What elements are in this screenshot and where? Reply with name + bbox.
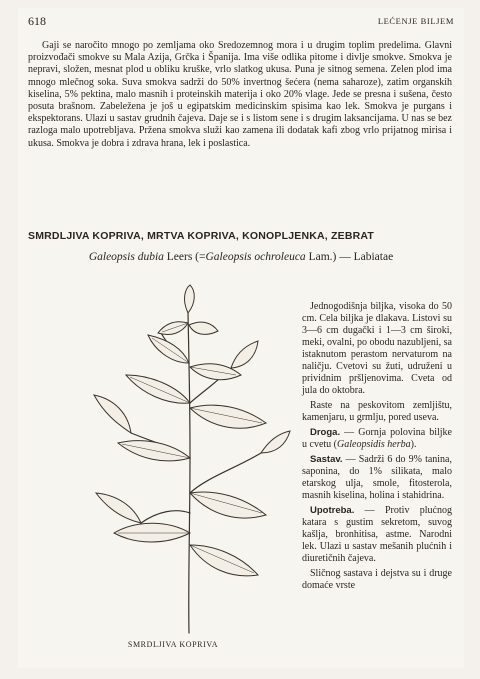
- synonym-name: Galeopsis ochroleuca: [205, 251, 306, 263]
- leaf-left-lower-tip: [96, 493, 141, 523]
- illustration-caption: SMRDLJIVA KOPRIVA: [127, 640, 219, 649]
- plant-description: [302, 301, 452, 595]
- droga-text: — Gornja polovina biljke u cvetu (: [302, 427, 452, 450]
- running-head: LEĆENJE BILJEM: [377, 16, 454, 26]
- leaf-top-right: [189, 322, 218, 334]
- top-bud: [184, 285, 194, 313]
- intro-paragraph: Gaji se naročito mnogo po zemljama oko Sredozemnog mora i u drugim toplim predelima. Glavni proizvođači smokve su Mala Azija, Grčka i Španija. Ima više odlika pitome i divlje smokve. Smokva je nepravi, složen, mesnat plod u obliku kruške, vrlo slatkog ukusa. Puna je sitnog semena. Zelen plod ima mnogo mlečnog soka. Suva smokva sadrži do 50% invertnog šećera (nema saharoze), zatim organskih kiselina, 5% pektina, malo masnih i proteinskih materija i oko 20% vlage. Jede se presna i sušena, često posuta brašnom. Zabeležena je još u egipatskim medicinskim spisima kao lek. Smokva je purgans i ekspektorans. Ulazi u sastav grudnih čajeva. Daje se i s listom sene i s drugim laksancijama. U nas se bez razloga malo upotrebljava. Pržena smokva služi kao zamena ili dodatak kafi zbog vrlo prijatnog mirisa i ukusa. Smokva je dobra i zdrava hrana, lek i poslastica.: [28, 40, 452, 149]
- leaf-mid-right: [190, 405, 266, 428]
- species-author: Leers (=: [163, 251, 206, 263]
- droga-paragraph: [302, 427, 452, 451]
- section-title: SMRDLJIVA KOPRIVA, MRTVA KOPRIVA, KONOPLJENKA, ZEBRAT: [28, 230, 375, 242]
- upotreba-text: — Protiv plućnog katara s gustim sekretom, suvog kašlja, bronhitisa, astme. Narodni lek. Ulazi u sastav mešanih plućnih i diuretičnih čajeva.: [302, 505, 452, 564]
- upotreba-label: Upotreba.: [310, 505, 355, 516]
- sastav-paragraph: [302, 454, 452, 502]
- species-line: [18, 251, 464, 263]
- description-paragraph: Jednogodišnja biljka, visoka do 50 cm. Cela biljka je dlakava. Listovi su 3—6 cm dugački i 1—3 cm široki, meki, ovalni, po obodu nazubljeni, sa istaknutom perastom nervaturom na naličju. Cvetovi su žuti, udruženi u prividnim pršljenovima. Cveta od jula do oktobra.: [302, 301, 452, 396]
- plant-drawing: [86, 283, 292, 643]
- leaf-bottom-left: [114, 523, 190, 542]
- book-page: [18, 8, 464, 668]
- branch-right-lower: [190, 453, 261, 493]
- upotreba-paragraph: [302, 505, 452, 565]
- leaf-right-tip: [261, 431, 290, 453]
- branch-left-lower: [141, 511, 190, 523]
- sastav-label: Sastav.: [310, 454, 343, 465]
- leaf-left-tip: [94, 395, 131, 433]
- intro-text: [28, 40, 452, 150]
- habitat-paragraph: Raste na peskovitom zemljištu, kamenjaru, u grmlju, pored useva.: [302, 400, 452, 423]
- droga-label: Droga.: [310, 427, 341, 438]
- droga-end: ).: [410, 439, 417, 450]
- leaf-lower-right: [190, 492, 266, 518]
- sastav-text: — Sadrži 6 do 9% tanina, saponina, do 1% silikata, malo etarskog ulja, smole, fitosterola, masnih kiselina, holina i stahidrina.: [302, 454, 452, 501]
- page-number: 618: [28, 14, 46, 28]
- species-name: Galeopsis dubia: [88, 251, 164, 263]
- closing-paragraph: Sličnog sastava i dejstva su i druge domaće vrste: [302, 568, 452, 591]
- synonym-author-family: Lam.) — Labiatae: [305, 251, 394, 263]
- leaf-branch-tip: [231, 341, 258, 368]
- page-header: [28, 14, 454, 30]
- droga-latin: Galeopsidis herba: [337, 439, 411, 450]
- plant-illustration: [86, 283, 292, 658]
